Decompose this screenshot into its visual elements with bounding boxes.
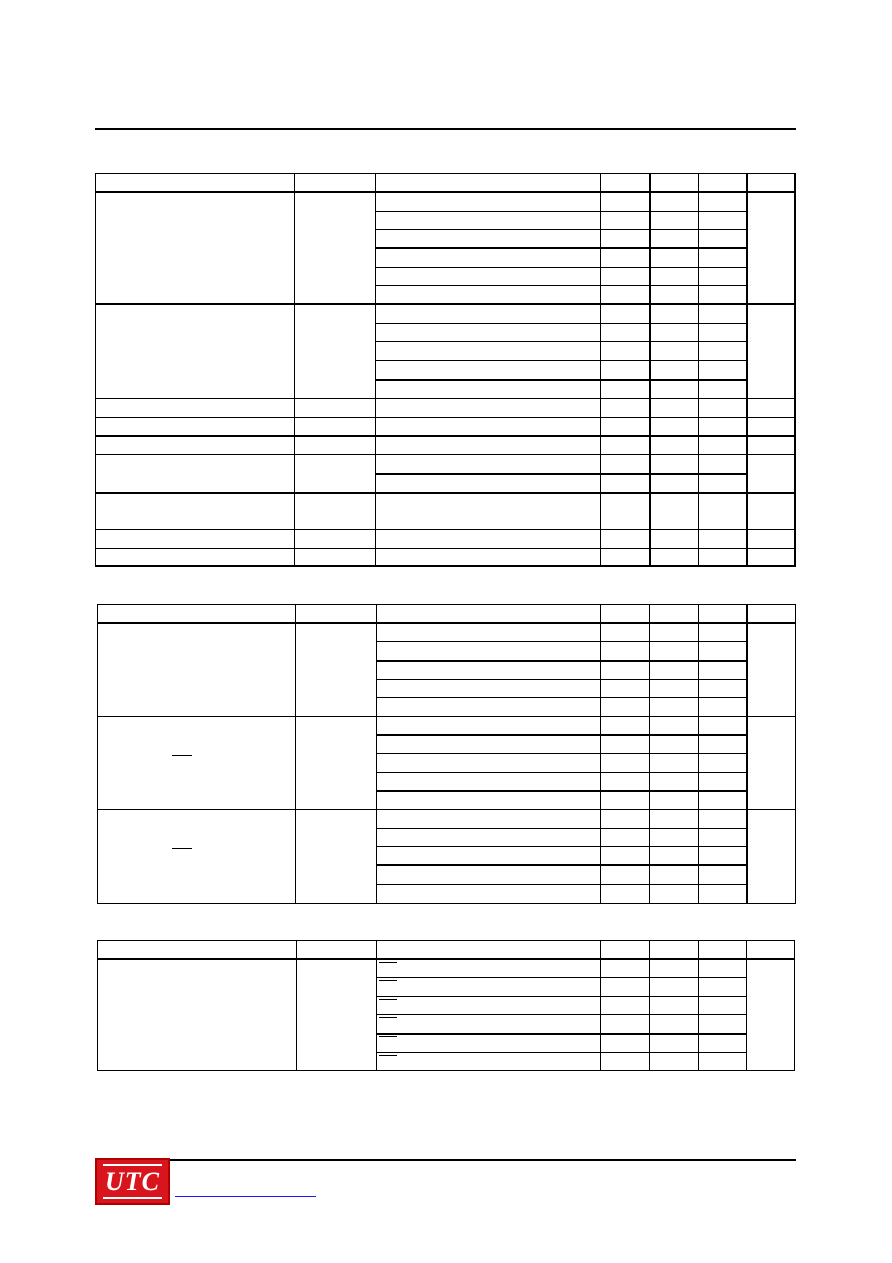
logo-top-line bbox=[103, 1164, 162, 1166]
overbar-mark bbox=[379, 962, 397, 963]
logo-text: UTC bbox=[105, 1167, 160, 1196]
footer-rule bbox=[95, 1159, 796, 1161]
utc-logo bbox=[95, 1158, 170, 1205]
table-3-row-line bbox=[376, 1052, 746, 1053]
website-link[interactable] bbox=[175, 1196, 316, 1197]
table-3-col-line bbox=[746, 940, 747, 1071]
table-3-row-line bbox=[376, 1033, 746, 1035]
table-3-row-line bbox=[376, 1014, 746, 1015]
overbar-mark bbox=[379, 1017, 397, 1018]
overbar-mark bbox=[379, 999, 397, 1000]
table-3-row-line bbox=[376, 996, 746, 997]
overbar-mark bbox=[379, 980, 397, 981]
overbar-mark bbox=[379, 1036, 397, 1037]
overbar-mark bbox=[379, 1055, 397, 1056]
logo-bottom-line bbox=[103, 1197, 162, 1199]
table-3-row-line bbox=[376, 977, 746, 978]
table-3-header-line bbox=[97, 958, 795, 960]
table-3-col-line bbox=[296, 940, 297, 1071]
